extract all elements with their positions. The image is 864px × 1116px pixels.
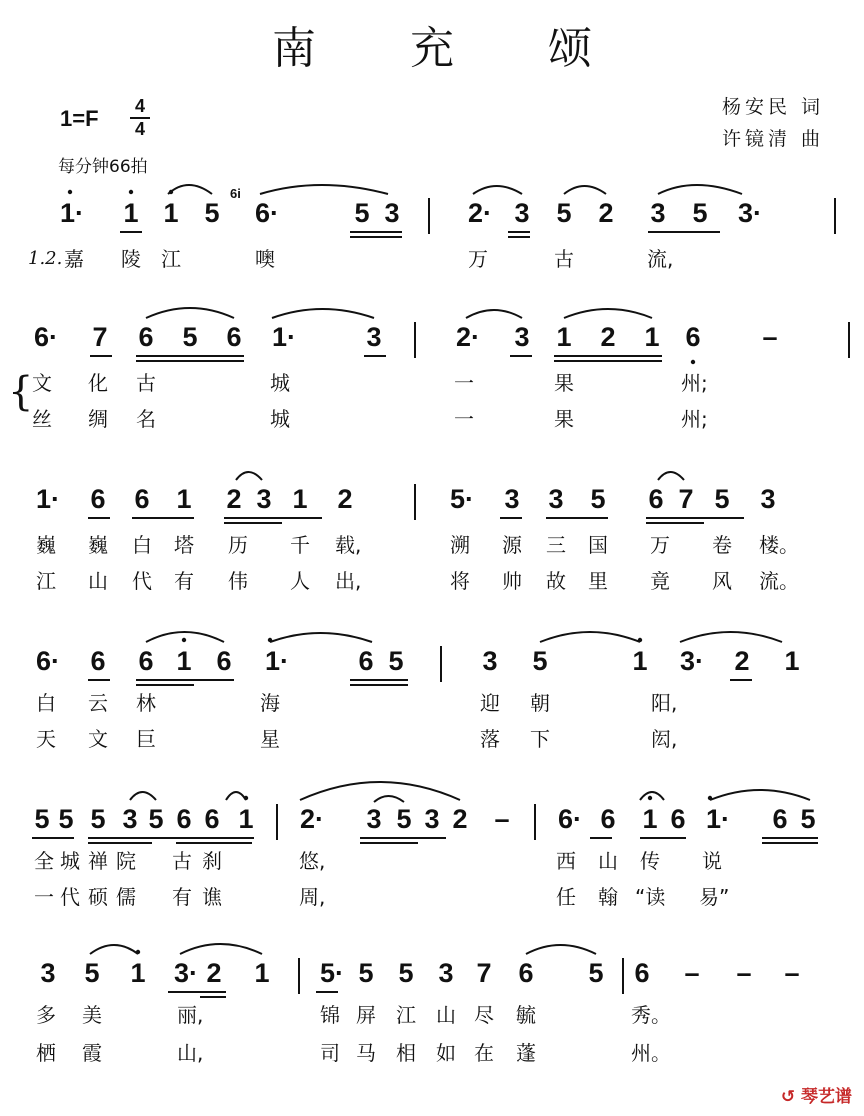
lyric: 城 [60, 849, 80, 873]
lyric: 迎 [480, 691, 500, 715]
lyric: 嘉 [64, 247, 84, 271]
note: 5 [34, 804, 50, 834]
barline [622, 958, 624, 994]
note: 6 [772, 804, 788, 834]
note: 6 [358, 646, 374, 676]
note: 5 [692, 198, 708, 228]
note: 2 [734, 646, 750, 676]
time-signature [130, 97, 150, 139]
lyric: 溯 [450, 533, 470, 557]
lyrics-line-6a [0, 1002, 864, 1030]
lyric: 州; [681, 407, 708, 431]
note: 5 [354, 198, 370, 228]
barline [298, 958, 300, 994]
verse-brace: { [8, 369, 34, 415]
lyric: 白 [132, 533, 152, 557]
barline [848, 322, 850, 358]
note: 5 [556, 198, 572, 228]
lyrics-line-2a [0, 370, 864, 398]
note: 3 [366, 804, 382, 834]
note: 6 [90, 484, 106, 514]
lyric: 风 [712, 569, 732, 593]
lyric: 州。 [631, 1041, 671, 1065]
note: 6 [138, 646, 154, 676]
watermark-icon: ↺ [780, 1087, 796, 1107]
lyric: 伟 [228, 569, 248, 593]
note: 1 [130, 958, 146, 988]
composer-credit: 许镜清 曲 [721, 128, 824, 150]
lyric: 果 [554, 407, 574, 431]
lyric: 噢 [255, 247, 275, 271]
note: 6 [216, 646, 232, 676]
line-3-markings [0, 462, 864, 526]
lyric: 刹 [202, 849, 222, 873]
note: 3 [504, 484, 520, 514]
note: 5 [396, 804, 412, 834]
time-signature-denominator: 4 [134, 119, 145, 139]
tempo-marking: 每分钟66拍 [58, 157, 148, 177]
lyric: 闳, [651, 727, 678, 751]
music-line-5 [0, 804, 864, 846]
lyric: 相 [396, 1041, 416, 1065]
lyric: 阳, [651, 691, 678, 715]
note: 5 [590, 484, 606, 514]
lyric: 山 [88, 569, 108, 593]
note: 2· [456, 322, 481, 352]
note: 5 [398, 958, 414, 988]
lyric: 锦 [320, 1003, 340, 1027]
lyric: 名 [136, 407, 156, 431]
lyric: 云 [88, 691, 108, 715]
lyric: 古 [172, 849, 192, 873]
note: 3· [738, 198, 763, 228]
lyric: 天 [36, 727, 56, 751]
note: – [684, 958, 700, 988]
lyric: 流, [647, 247, 674, 271]
lyric: 陵 [121, 247, 141, 271]
lyrics-line-4b [0, 726, 864, 754]
lyric: 周, [299, 885, 326, 909]
note: 3 [548, 484, 564, 514]
note: 5 [204, 198, 220, 228]
time-signature-numerator: 4 [134, 96, 145, 116]
note: 5 [714, 484, 730, 514]
lyric: 山, [177, 1041, 204, 1065]
lyric: 三 [546, 533, 566, 557]
note: 5 [182, 322, 198, 352]
lyric: 江 [161, 247, 181, 271]
note: 5 [148, 804, 164, 834]
note: 2 [226, 484, 242, 514]
lyric: 山 [436, 1003, 456, 1027]
lyric: 化 [88, 371, 108, 395]
lyric: 院 [116, 849, 136, 873]
note: 6 [685, 322, 701, 352]
lyrics-line-5b [0, 884, 864, 912]
note: 2 [206, 958, 222, 988]
note: 5 [358, 958, 374, 988]
lyric: 丝 [32, 407, 52, 431]
verse-marker: 1.2. [28, 248, 63, 269]
note: 1· [265, 646, 290, 676]
lyric: 源 [502, 533, 522, 557]
note: 3· [174, 958, 199, 988]
lyric: 尽 [474, 1003, 494, 1027]
lyric: 一 [34, 885, 54, 909]
note: 6 [670, 804, 686, 834]
lyric: 马 [356, 1041, 376, 1065]
lyric: 国 [588, 533, 608, 557]
lyric: 人 [290, 569, 310, 593]
lyric: 故 [546, 569, 566, 593]
note: – [736, 958, 752, 988]
lyric: 硕 [88, 885, 108, 909]
lyric: 巍 [36, 533, 56, 557]
note: 1 [644, 322, 660, 352]
lyric: “读 [635, 885, 666, 909]
note: 5· [450, 484, 475, 514]
music-line-6 [0, 958, 864, 1000]
lyric: 将 [450, 569, 470, 593]
note: 1 [632, 646, 648, 676]
lyric: 美 [82, 1003, 102, 1027]
lyric: 儒 [116, 885, 136, 909]
lyric: 海 [260, 691, 280, 715]
lyric: 出, [335, 569, 362, 593]
note: 5 [388, 646, 404, 676]
note: 6· [558, 804, 583, 834]
lyric: 谯 [202, 885, 222, 909]
note: 6 [226, 322, 242, 352]
note: 3 [482, 646, 498, 676]
note: 7 [476, 958, 492, 988]
lyrics-line-3a [0, 532, 864, 560]
note: 1 [176, 484, 192, 514]
lyric: 全 [34, 849, 54, 873]
song-title: 南 充 颂 [272, 23, 632, 74]
note: 6 [90, 646, 106, 676]
note: 3 [424, 804, 440, 834]
lyric: 塔 [174, 533, 194, 557]
note: 5 [800, 804, 816, 834]
lyric: 果 [554, 371, 574, 395]
lyricist-credit: 杨安民 词 [721, 96, 824, 118]
note: 1 [642, 804, 658, 834]
note: 3 [256, 484, 272, 514]
note: 2· [468, 198, 493, 228]
lyric: 城 [270, 371, 290, 395]
music-line-3 [0, 484, 864, 526]
lyric: 朝 [530, 691, 550, 715]
note: 1 [123, 198, 139, 228]
lyric: 秀。 [631, 1003, 671, 1027]
lyric: 蓬 [516, 1041, 536, 1065]
note: 6· [255, 198, 280, 228]
note: 3 [760, 484, 776, 514]
note: 3 [122, 804, 138, 834]
note: 3 [650, 198, 666, 228]
line-2-markings [0, 300, 864, 364]
lyrics-line-2b [0, 406, 864, 434]
note: 7 [92, 322, 108, 352]
note: 2 [452, 804, 468, 834]
note: 6 [176, 804, 192, 834]
lyric: 古 [554, 247, 574, 271]
note: 1· [60, 198, 85, 228]
key-signature: 1=F [60, 106, 99, 131]
lyric: 任 [556, 885, 576, 909]
lyric: 悠, [299, 849, 326, 873]
lyric: 文 [88, 727, 108, 751]
lyric: 历 [228, 533, 248, 557]
lyric: 卷 [712, 533, 732, 557]
lyric: 如 [436, 1041, 456, 1065]
lyric: 万 [468, 247, 488, 271]
note: 1 [556, 322, 572, 352]
lyric: 古 [136, 371, 156, 395]
note: 3 [366, 322, 382, 352]
lyric: 霞 [82, 1041, 102, 1065]
note: 6 [134, 484, 150, 514]
lyric: 司 [320, 1041, 340, 1065]
note: 1· [706, 804, 731, 834]
lyric: 山 [598, 849, 618, 873]
lyric: 巨 [136, 727, 156, 751]
note: 1· [272, 322, 297, 352]
lyric: 下 [530, 727, 550, 751]
note: 6 [138, 322, 154, 352]
note: 1 [784, 646, 800, 676]
music-line-2 [0, 322, 864, 364]
note: – [784, 958, 800, 988]
note: 6 [648, 484, 664, 514]
note: 3 [438, 958, 454, 988]
watermark-text: 琴艺谱 [801, 1087, 852, 1107]
lyrics-line-1 [0, 246, 864, 274]
barline [428, 198, 430, 234]
lyric: 禅 [88, 849, 108, 873]
lyric: 里 [588, 569, 608, 593]
note: 1 [292, 484, 308, 514]
note: 2· [300, 804, 325, 834]
lyrics-line-5a [0, 848, 864, 876]
lyric: 西 [556, 849, 576, 873]
note: – [494, 804, 510, 834]
barline [534, 804, 536, 840]
music-line-4 [0, 646, 864, 688]
grace-note: 6i [230, 186, 241, 201]
lyric: 帅 [502, 569, 522, 593]
lyric: 一 [454, 407, 474, 431]
lyric: 星 [260, 727, 280, 751]
note: 5 [532, 646, 548, 676]
lyric: 州; [681, 371, 708, 395]
barline [414, 322, 416, 358]
lyric: 千 [290, 533, 310, 557]
music-line-1 [0, 186, 864, 240]
lyric: 有 [174, 569, 194, 593]
lyric: 竟 [650, 569, 670, 593]
note: 2 [600, 322, 616, 352]
note: 1 [176, 646, 192, 676]
note: 7 [678, 484, 694, 514]
lyric: 多 [36, 1003, 56, 1027]
lyric: 载, [335, 533, 362, 557]
note: 6· [36, 646, 61, 676]
lyric: 屏 [356, 1003, 376, 1027]
watermark-logo [781, 1082, 852, 1107]
note: 6 [600, 804, 616, 834]
lyric: 林 [136, 691, 156, 715]
lyric: 毓 [516, 1003, 536, 1027]
lyric: 丽, [177, 1003, 204, 1027]
note: 1 [163, 198, 179, 228]
lyric: 万 [650, 533, 670, 557]
lyric: 翰 [598, 885, 618, 909]
lyric: 楼。 [759, 533, 799, 557]
lyrics-line-4a [0, 690, 864, 718]
lyric: 在 [474, 1041, 494, 1065]
note: 3· [680, 646, 705, 676]
note: 6 [204, 804, 220, 834]
lyric: 易” [699, 885, 730, 909]
barline [834, 198, 836, 234]
lyric: 栖 [36, 1041, 56, 1065]
note: 1 [254, 958, 270, 988]
note: 3 [40, 958, 56, 988]
note: 5 [58, 804, 74, 834]
note: 6· [34, 322, 59, 352]
note: 1· [36, 484, 61, 514]
lyric: 落 [480, 727, 500, 751]
lyric: 代 [60, 885, 80, 909]
lyric: 城 [270, 407, 290, 431]
note: 3 [514, 198, 530, 228]
lyric: 江 [396, 1003, 416, 1027]
note: 5· [320, 958, 345, 988]
barline [276, 804, 278, 840]
note: 1 [238, 804, 254, 834]
lyric: 传 [640, 849, 660, 873]
lyric: 一 [454, 371, 474, 395]
note: 6 [518, 958, 534, 988]
lyric: 巍 [88, 533, 108, 557]
note: 2 [598, 198, 614, 228]
lyric: 说 [702, 849, 722, 873]
note: – [762, 322, 778, 352]
barline [440, 646, 442, 682]
barline [414, 484, 416, 520]
note: 3 [384, 198, 400, 228]
lyric: 代 [132, 569, 152, 593]
lyric: 流。 [759, 569, 799, 593]
lyric: 文 [32, 371, 52, 395]
lyrics-line-3b [0, 568, 864, 596]
lyric: 有 [172, 885, 192, 909]
lyric: 绸 [88, 407, 108, 431]
note: 6 [634, 958, 650, 988]
lyrics-line-6b [0, 1040, 864, 1068]
lyric: 白 [36, 691, 56, 715]
note: 2 [337, 484, 353, 514]
note: 5 [90, 804, 106, 834]
note: 5 [588, 958, 604, 988]
lyric: 江 [36, 569, 56, 593]
note: 3 [514, 322, 530, 352]
note: 5 [84, 958, 100, 988]
